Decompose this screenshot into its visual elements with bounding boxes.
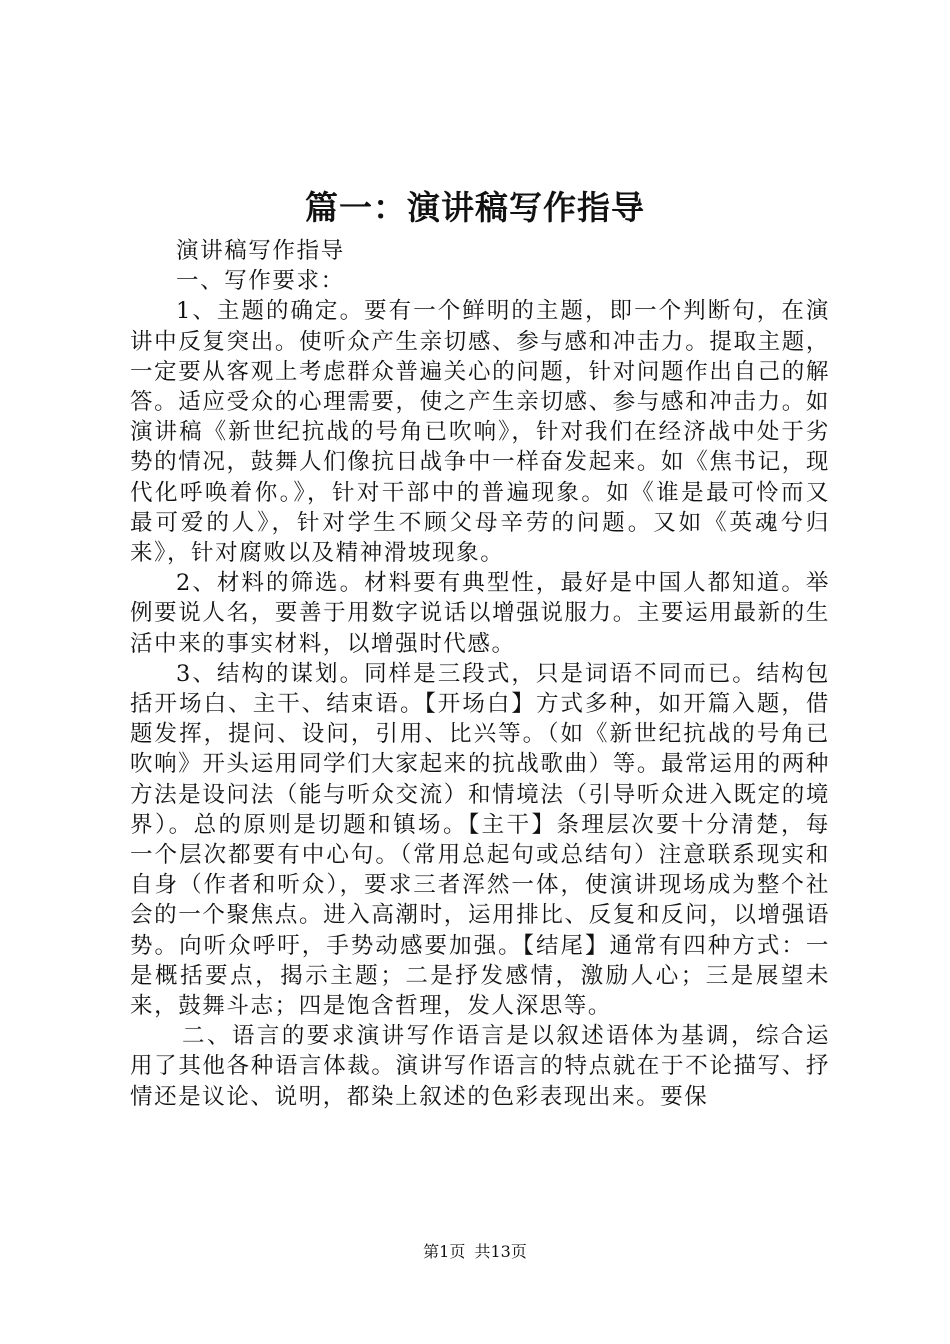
paragraph-theme: 1、主题的确定。要有一个鲜明的主题，即一个判断句，在演讲中反复突出。使听众产生亲切感、参与感和冲击力。提取主题，一定要从客观上考虑群众普遍关心的问题，针对问题作出自己的解答。适应受众的心理需要，使之产生亲切感、参与感和冲击力。如演讲稿《新世纪抗战的号角已吹响》，针对我们在经济战中处于劣势的情况，鼓舞人们像抗日战争中一样奋发起来。如《焦书记，现代化呼唤着你。》，针对干部中的普遍现象。如《谁是最可怜而又最可爱的人》，针对学生不顾父母辛劳的问题。又如《英魂兮归来》，针对腐败以及精神滑坡现象。 bbox=[130, 298, 830, 567]
paragraph-subtitle: 演讲稿写作指导 bbox=[176, 238, 345, 264]
paragraph-structure: 3、结构的谋划。同样是三段式，只是词语不同而已。结构包括开场白、主干、结束语。【开场白】方式多种，如开篇入题，借题发挥，提问、设问，引用、比兴等。（如《新世纪抗战的号角已吹响》开头运用同学们大家起来的抗战歌曲）等。最常运用的两种方法是设问法（能与听众交流）和情境法（引导听众进入既定的境界）。总的原则是切题和镇场。【主干】条理层次要十分清楚，每一个层次都要有中心句。（常用总起句或总结句）注意联系现实和自身（作者和听众），要求三者浑然一体，使演讲现场成为整个社会的一个聚焦点。进入高潮时，运用排比、反复和反问，以增强语势。向听众呼吁，手势动感要加强。【结尾】通常有四种方式：一是概括要点，揭示主题；二是抒发感情，激励人心；三是展望未来，鼓舞斗志；四是饱含哲理，发人深思等。 bbox=[130, 660, 830, 1020]
paragraph-section-heading: 一、写作要求： bbox=[176, 268, 345, 295]
page-total: 共13页 bbox=[474, 1242, 527, 1261]
document-title: 篇一：演讲稿写作指导 bbox=[305, 188, 645, 227]
document-body bbox=[130, 236, 830, 1112]
page-footer bbox=[0, 1240, 950, 1264]
paragraph-material: 2、材料的筛选。材料要有典型性，最好是中国人都知道。举例要说人名，要善于用数字说话以增强说服力。主要运用最新的生活中来的事实材料，以增强时代感。 bbox=[130, 570, 830, 657]
paragraph-language: 二、语言的要求演讲写作语言是以叙述语体为基调，综合运用了其他各种语言体裁。演讲写作语言的特点就在于不论描写、抒情还是议论、说明，都染上叙述的色彩表现出来。要保 bbox=[130, 1023, 830, 1110]
page-number: 第1页 bbox=[423, 1242, 466, 1261]
